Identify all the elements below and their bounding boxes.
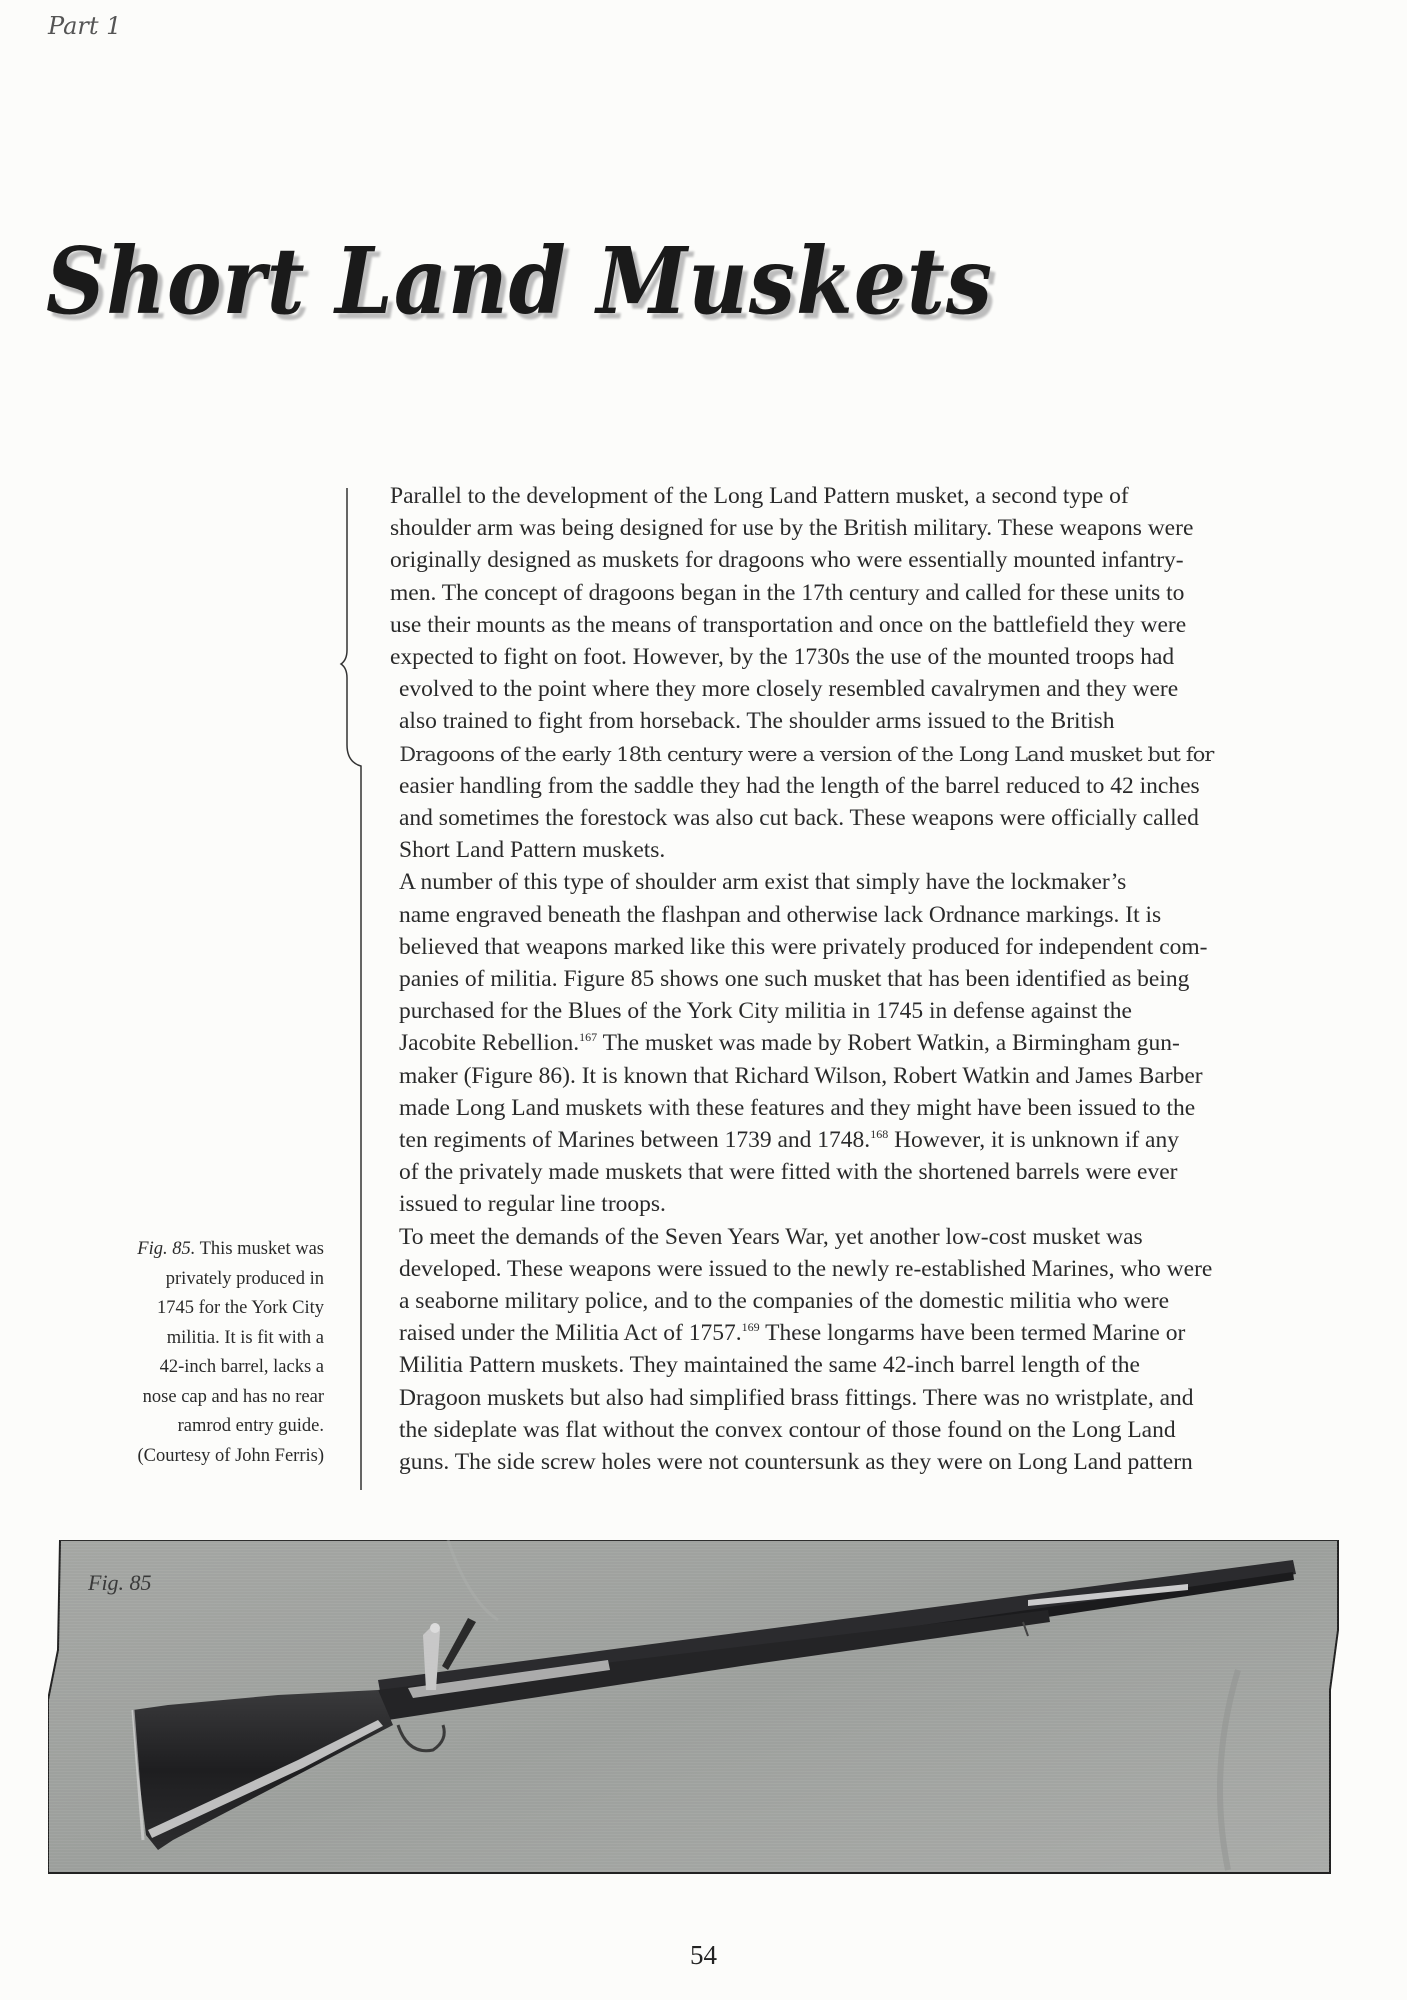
body-line: panies of militia. Figure 85 shows one such musket that has been identified as being: [399, 966, 1190, 993]
body-text-fragment: raised under the Militia Act of 1757.: [399, 1320, 742, 1347]
body-text: [390, 480, 1310, 1478]
body-line: maker (Figure 86). It is known that Richard Wilson, Robert Watkin and James Barber: [399, 1062, 1203, 1089]
caption-line: (Courtesy of John Ferris): [137, 1445, 324, 1466]
caption-line: [40, 1235, 324, 1265]
photo-fig-label: Fig. 85: [88, 1570, 152, 1595]
body-text-fragment: The musket was made by Robert Watkin, a Birmingham gun-: [597, 1030, 1180, 1057]
body-line: of the privately made muskets that were fitted with the shortened barrels were ever: [399, 1159, 1178, 1186]
body-text-fragment: These longarms have been termed Marine or: [759, 1320, 1186, 1347]
body-text-fragment: Jacobite Rebellion.: [399, 1030, 580, 1057]
caption-text: This musket was: [195, 1239, 324, 1259]
body-line: Parallel to the development of the Long Land Pattern musket, a second type of: [390, 483, 1129, 509]
body-line: easier handling from the saddle they had the length of the barrel reduced to 42 inches: [399, 772, 1200, 799]
chapter-title: Short Land Muskets: [46, 228, 994, 336]
body-line: Dragoon muskets but also had simplified brass fittings. There was no wristplate, and: [399, 1384, 1194, 1411]
body-line: guns. The side screw holes were not countersunk as they were on Long Land pattern: [399, 1449, 1193, 1476]
caption-line: militia. It is fit with a: [166, 1327, 324, 1348]
figure-caption: [40, 1235, 324, 1471]
footnote-ref[interactable]: 167: [579, 1030, 598, 1045]
footnote-ref[interactable]: 168: [870, 1127, 889, 1142]
body-line: use their mounts as the means of transportation and once on the battlefield they were: [390, 611, 1187, 638]
body-line: issued to regular line troops.: [399, 1191, 666, 1218]
body-line: originally designed as muskets for dragoons who were essentially mounted infantry-: [390, 547, 1184, 574]
body-text-fragment: ten regiments of Marines between 1739 and 1748.: [399, 1127, 871, 1154]
body-line: Short Land Pattern muskets.: [399, 837, 666, 864]
paragraph-start: To meet the demands of the Seven Years War, yet another low-cost musket was: [399, 1223, 1143, 1250]
caption-line: privately produced in: [165, 1268, 324, 1289]
body-line: and sometimes the forestock was also cut back. These weapons were officially called: [399, 805, 1199, 832]
musket-photograph: [48, 1540, 1348, 1875]
figure-85-photo: [48, 1540, 1348, 1875]
caption-fig-label: Fig. 85.: [137, 1239, 196, 1259]
body-line: made Long Land muskets with these features and they might have been issued to the: [399, 1094, 1196, 1121]
body-line: the sideplate was flat without the convex contour of those found on the Long Land: [399, 1416, 1176, 1443]
body-text-fragment: However, it is unknown if any: [888, 1127, 1179, 1154]
page-number: 54: [690, 1940, 717, 1970]
body-line: believed that weapons marked like this were privately produced for independent com-: [399, 933, 1208, 960]
body-line: also trained to fight from horseback. The shoulder arms issued to the British: [399, 708, 1115, 735]
body-line: name engraved beneath the flashpan and otherwise lack Ordnance markings. It is: [399, 901, 1162, 928]
running-head: Part 1: [48, 12, 122, 40]
body-line: purchased for the Blues of the York City militia in 1745 in defense against the: [399, 998, 1132, 1025]
body-line: expected to fight on foot. However, by the 1730s the use of the mounted troops had: [390, 644, 1175, 671]
body-line: Militia Pattern muskets. They maintained the same 42-inch barrel length of the: [399, 1352, 1140, 1379]
caption-line: ramrod entry guide.: [177, 1416, 324, 1436]
body-line: a seaborne military police, and to the companies of the domestic militia who were: [399, 1288, 1170, 1315]
caption-line: 42-inch barrel, lacks a: [159, 1357, 324, 1377]
body-line: shoulder arm was being designed for use by the British military. These weapons were: [390, 515, 1194, 542]
footnote-ref[interactable]: 169: [741, 1320, 760, 1335]
caption-line: 1745 for the York City: [156, 1298, 324, 1318]
body-line: men. The concept of dragoons began in the 17th century and called for these units to: [390, 579, 1185, 606]
body-line: [390, 1317, 1310, 1349]
body-line: [390, 1027, 1310, 1059]
body-line: [390, 1124, 1310, 1156]
paragraph-start: A number of this type of shoulder arm exist that simply have the lockmaker’s: [399, 869, 1127, 896]
body-line: developed. These weapons were issued to the newly re-established Marines, who were: [399, 1255, 1213, 1282]
body-line: evolved to the point where they more closely resembled cavalrymen and they were: [399, 676, 1179, 703]
caption-line: nose cap and has no rear: [142, 1386, 324, 1407]
body-line: Dragoons of the early 18th century were a version of the Long Land musket but for: [399, 741, 1214, 766]
